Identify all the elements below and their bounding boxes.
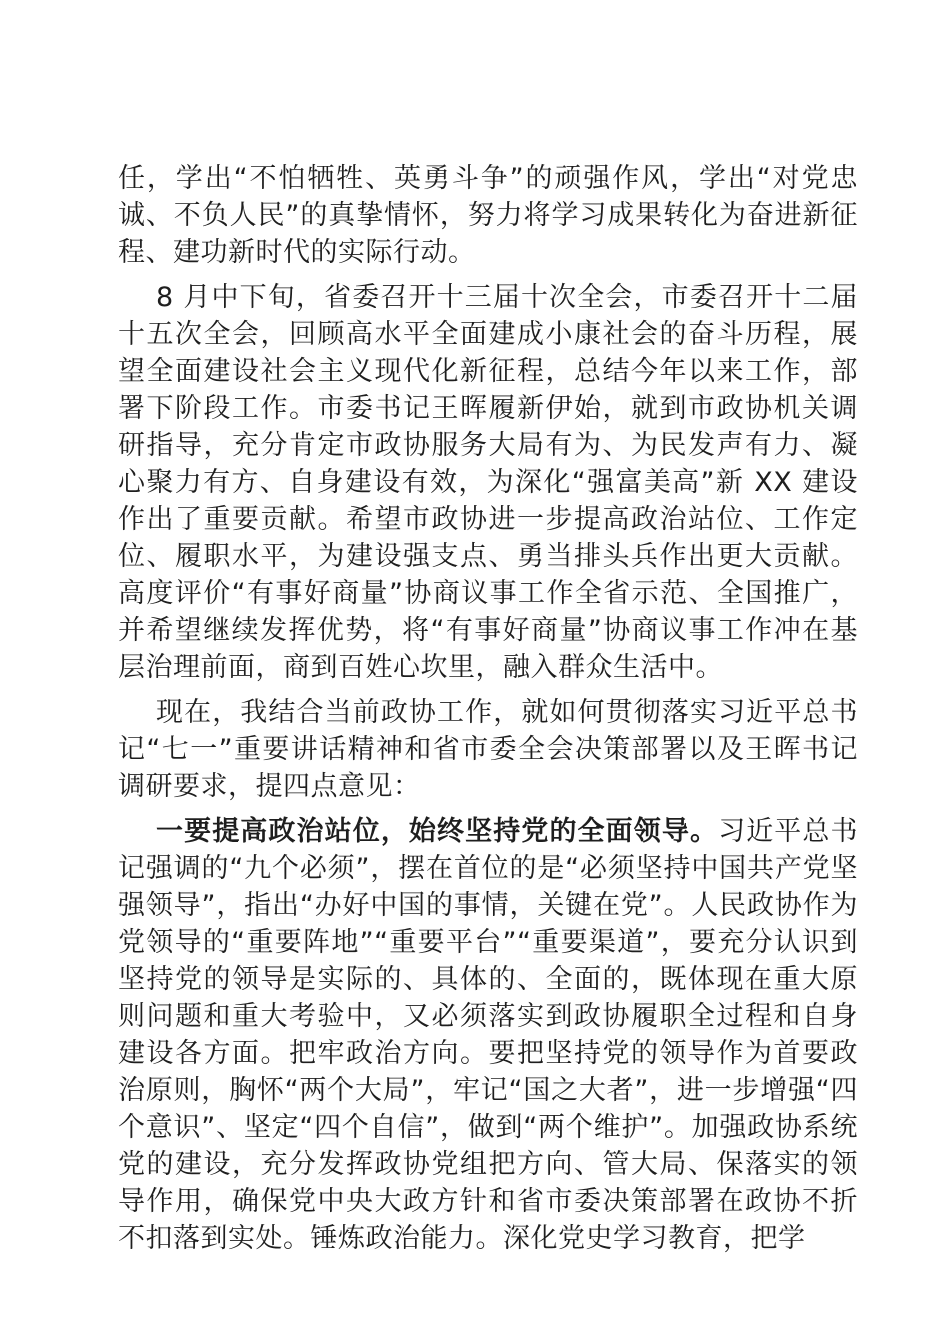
paragraph-text: 任，学出“不怕牺牲、英勇斗争”的顽强作风，学出“对党忠诚、不负人民”的真挚情怀，努力将学习成果转化为奋进新征程、建功新时代的实际行动。 (118, 163, 858, 268)
paragraph-lead-heading: 一要提高政治站位，始终坚持党的全面领导。 (156, 816, 719, 847)
paragraph-continuation (118, 160, 858, 271)
paragraph-plenary-sessions (118, 279, 858, 686)
paragraph-text: 现在，我结合当前政协工作，就如何贯彻落实习近平总书记“七一”重要讲话精神和省市委全会决策部署以及王晖书记调研要求，提四点意见： (118, 697, 858, 802)
paragraph-first-opinion (118, 813, 858, 1257)
paragraph-text: 习近平总书记强调的“九个必须”，摆在首位的是“必须坚持中国共产党坚强领导”，指出“办好中国的事情，关键在党”。人民政协作为党领导的“重要阵地”“重要平台”“重要渠道”，要充分认识到坚持党的领导是实际的、具体的、全面的，既体现在重大原则问题和重大考验中，又必须落实到政协履职全过程和自身建设各方面。把牢政治方向。要把坚持党的领导作为首要政治原则，胸怀“两个大局”，牢记“国之大者”，进一步增强“四个意识”、坚定“四个自信”，做到“两个维护”。加强政协系统党的建设，充分发挥政协党组把方向、管大局、保落实的领导作用，确保党中央大政方针和省市委决策部署在政协不折不扣落到实处。锤炼政治能力。深化党史学习教育，把学 (118, 816, 859, 1254)
paragraph-four-opinions-intro (118, 694, 858, 805)
paragraph-text: 8 月中下旬，省委召开十三届十次全会，市委召开十二届十五次全会，回顾高水平全面建成小康社会的奋斗历程，展望全面建设社会主义现代化新征程，总结今年以来工作，部署下阶段工作。市委书记王晖履新伊始，就到市政协机关调研指导，充分肯定市政协服务大局有为、为民发声有力、凝心聚力有方、自身建设有效，为深化“强富美高”新 XX 建设作出了重要贡献。希望市政协进一步提高政治站位、工作定位、履职水平，为建设强支点、勇当排头兵作出更大贡献。高度评价“有事好商量”协商议事工作全省示范、全国推广，并希望继续发挥优势，将“有事好商量”协商议事工作冲在基层治理前面，商到百姓心坎里，融入群众生活中。 (118, 282, 858, 683)
document-page (118, 160, 858, 1265)
